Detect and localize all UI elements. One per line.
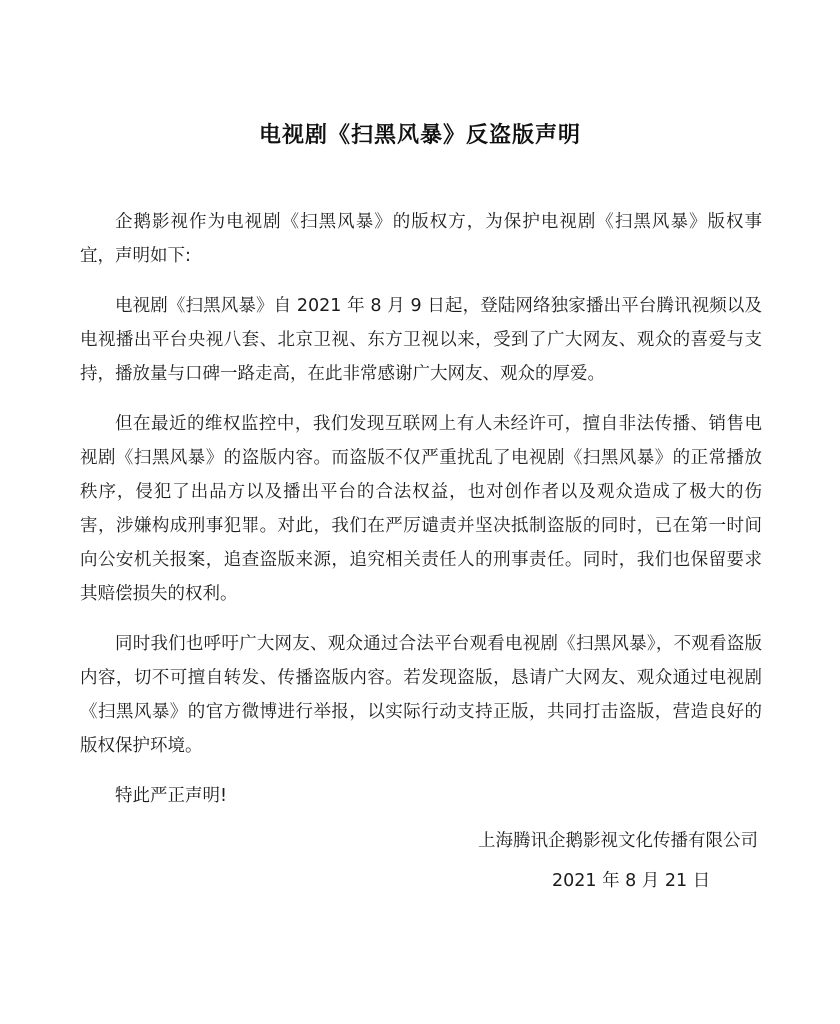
statement-date: 2021 年 8 月 21 日 <box>552 871 711 891</box>
document-body <box>80 205 762 829</box>
company-signature: 上海腾讯企鹅影视文化传播有限公司 <box>478 831 758 851</box>
document-title: 电视剧《扫黑风暴》反盗版声明 <box>258 123 581 148</box>
paragraph-closing: 特此严正声明! <box>115 786 228 806</box>
paragraph-broadcast: 电视剧《扫黑风暴》自 2021 年 8 月 9 日起，登陆网络独家播出平台腾讯视频以及电视播出平台央视八套、北京卫视、东方卫视以来，受到了广大网友、观众的喜爱与支持，播放量与口碑一路走高，在此非常感谢广大网友、观众的厚爱。 <box>80 296 762 384</box>
paragraph-piracy: 但在最近的维权监控中，我们发现互联网上有人未经许可，擅自非法传播、销售电视剧《扫黑风暴》的盗版内容。而盗版不仅严重扰乱了电视剧《扫黑风暴》的正常播放秩序，侵犯了出品方以及播出平台的合法权益，也对创作者以及观众造成了极大的伤害，涉嫌构成刑事犯罪。对此，我们在严厉谴责并坚决抵制盗版的同时，已在第一时间向公安机关报案，追查盗版来源，追究相关责任人的刑事责任。同时，我们也保留要求其赔偿损失的权利。 <box>80 414 762 604</box>
paragraph-intro: 企鹅影视作为电视剧《扫黑风暴》的版权方，为保护电视剧《扫黑风暴》版权事宜，声明如下: <box>80 212 762 266</box>
paragraph-appeal: 同时我们也呼吁广大网友、观众通过合法平台观看电视剧《扫黑风暴》，不观看盗版内容，切不可擅自转发、传播盗版内容。若发现盗版，恳请广大网友、观众通过电视剧《扫黑风暴》的官方微博进行举报，以实际行动支持正版，共同打击盗版，营造良好的版权保护环境。 <box>80 634 762 756</box>
